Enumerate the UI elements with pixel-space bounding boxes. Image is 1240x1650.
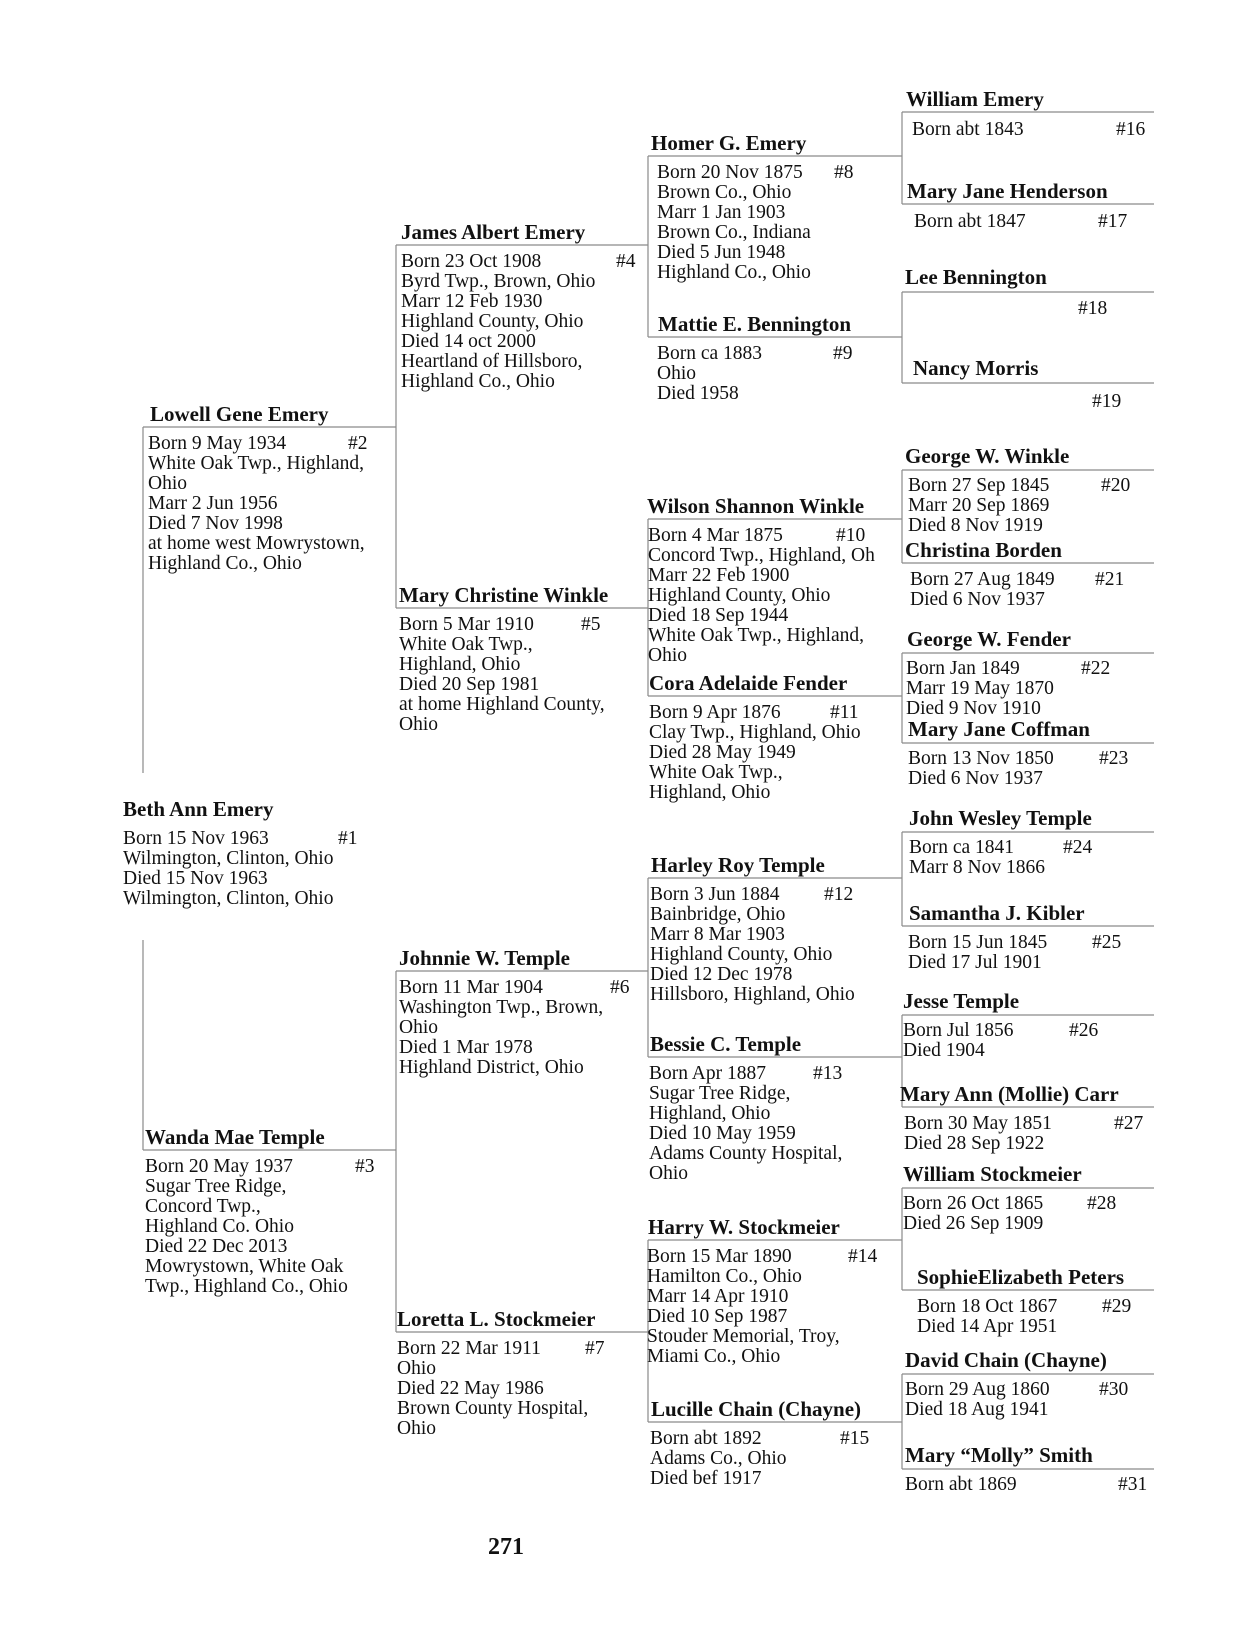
person-name: Mary “Molly” Smith [905,1443,1093,1467]
person-details [397,1338,605,1439]
person-number: #27 [1114,1113,1144,1134]
detail-line: Highland County, Ohio [650,944,833,965]
person-details [908,932,1122,973]
detail-line: Highland Co., Ohio [657,262,811,283]
person-number: #6 [610,977,630,998]
detail-line: Died 12 Dec 1978 [650,964,793,985]
person-details [649,1064,842,1184]
person-number: #23 [1099,748,1129,769]
detail-line: Ohio [648,645,687,666]
person-details [908,748,1129,789]
detail-line: Born abt 1892 [650,1428,762,1449]
person-30 [905,1348,1129,1420]
person-name: Mary Jane Henderson [907,179,1108,203]
detail-line: Died 14 Apr 1951 [917,1316,1058,1337]
person-19 [913,356,1122,412]
person-details [657,162,854,283]
person-name: Lowell Gene Emery [150,402,329,426]
person-details [903,1193,1117,1234]
person-details [401,251,636,392]
person-number: #15 [840,1428,870,1449]
detail-line: Died 7 Nov 1998 [148,513,283,534]
person-6 [399,946,630,1078]
detail-line: Ohio [397,1358,436,1379]
person-26 [903,989,1099,1061]
person-details [904,1113,1144,1154]
detail-line: Born Jan 1849 [906,658,1020,679]
detail-line: Highland District, Ohio [399,1057,584,1078]
person-25 [908,901,1122,973]
person-1 [123,797,358,909]
person-name: Wanda Mae Temple [145,1125,325,1149]
person-number: #21 [1095,569,1125,590]
person-number: #9 [833,343,853,364]
person-13 [650,1032,842,1184]
detail-line: Born abt 1847 [914,211,1026,232]
person-details [909,838,1092,878]
person-name: William Emery [906,87,1044,111]
person-number: #2 [348,433,368,454]
person-name: John Wesley Temple [909,806,1092,830]
detail-line: Born Jul 1856 [903,1020,1014,1041]
person-name: Bessie C. Temple [650,1032,802,1056]
detail-line: Born 13 Nov 1850 [908,748,1054,769]
detail-line: Born ca 1841 [909,837,1015,858]
person-12 [651,853,855,1005]
person-number: #13 [813,1063,843,1084]
person-number: #1 [338,828,358,849]
detail-line: Ohio [399,714,438,735]
person-number: #12 [824,884,854,905]
detail-line: Died 9 Nov 1910 [906,698,1041,719]
detail-line: Sugar Tree Ridge, [649,1083,791,1104]
person-details [905,1474,1148,1495]
person-number: #29 [1102,1296,1132,1317]
person-8 [651,131,854,283]
person-2 [148,402,368,574]
detail-line: Concord Twp., Highland, Oh [648,545,875,566]
detail-line: Marr 19 May 1870 [906,678,1054,699]
detail-line: Born 11 Mar 1904 [399,977,543,998]
person-31 [905,1443,1148,1495]
person-number: #5 [581,614,601,635]
detail-line: Highland, Ohio [649,782,771,803]
person-details [908,475,1131,536]
detail-line: Ohio [397,1418,436,1439]
person-name: Wilson Shannon Winkle [647,494,865,518]
person-21 [905,538,1125,610]
person-name: Samantha J. Kibler [909,901,1085,925]
detail-line: Mowrystown, White Oak [145,1256,344,1277]
person-number: #22 [1081,658,1111,679]
person-22 [906,627,1111,719]
person-name: Harley Roy Temple [651,853,825,877]
person-number: #18 [1078,298,1108,319]
detail-line: Bainbridge, Ohio [650,904,786,925]
person-name: George W. Fender [907,627,1071,651]
person-number: #4 [616,251,636,272]
detail-line: Died 6 Nov 1937 [908,768,1043,789]
detail-line: Died 22 Dec 2013 [145,1236,288,1257]
person-name: Mattie E. Bennington [658,312,852,336]
person-details [657,344,851,404]
person-name: Johnnie W. Temple [399,946,570,970]
detail-line: Stouder Memorial, Troy, [647,1326,840,1347]
detail-line: Born 20 Nov 1875 [657,162,803,183]
person-number: #30 [1099,1379,1129,1400]
detail-line: Highland Co. Ohio [145,1216,294,1237]
detail-line: Died 22 May 1986 [397,1378,544,1399]
person-number: #19 [1092,391,1122,412]
detail-line: Wilmington, Clinton, Ohio [123,848,334,869]
person-number: #31 [1118,1474,1148,1495]
detail-line: Ohio [148,473,187,494]
detail-line: Died 28 May 1949 [649,742,796,763]
detail-line: Clay Twp., Highland, Ohio [649,722,861,743]
detail-line: Ohio [657,363,696,384]
detail-line: Born 9 Apr 1876 [649,702,781,723]
detail-line: Highland, Ohio [649,1103,771,1124]
person-number: #16 [1116,119,1146,140]
person-name: David Chain (Chayne) [905,1348,1107,1372]
person-number: #8 [834,162,854,183]
detail-line: Hamilton Co., Ohio [647,1266,802,1287]
detail-line: Born 27 Aug 1849 [910,569,1055,590]
person-details [148,433,368,574]
detail-line: Highland Co., Ohio [148,553,302,574]
detail-line: Died 8 Nov 1919 [908,515,1043,536]
person-name: Jesse Temple [903,989,1020,1013]
detail-line: White Oak Twp., Highland, [648,625,864,646]
detail-line: Born 23 Oct 1908 [401,251,542,272]
detail-line: Died bef 1917 [650,1468,762,1489]
person-number: #26 [1069,1020,1099,1041]
person-name: Mary Jane Coffman [908,717,1090,741]
person-23 [908,717,1129,789]
detail-line: Brown Co., Ohio [657,182,792,203]
person-name: SophieElizabeth Peters [917,1265,1125,1289]
detail-line: Died 10 Sep 1987 [647,1306,788,1327]
person-details [914,211,1128,232]
person-details [906,658,1111,719]
person-15 [650,1397,870,1489]
person-name: Lucille Chain (Chayne) [651,1397,862,1421]
detail-line: Marr 8 Nov 1866 [909,857,1045,878]
person-29 [917,1265,1132,1337]
person-details [650,1428,870,1489]
person-details [910,569,1125,610]
detail-line: Born 9 May 1934 [148,433,287,454]
detail-line: Died 6 Nov 1937 [910,589,1045,610]
person-details [650,885,855,1005]
person-name: Christina Borden [905,538,1062,562]
detail-line: Sugar Tree Ridge, [145,1176,287,1197]
detail-line: Highland County, Ohio [401,311,584,332]
detail-line: Byrd Twp., Brown, Ohio [401,271,596,292]
person-number: #20 [1101,475,1131,496]
person-number: #10 [836,525,866,546]
person-18 [905,265,1108,319]
detail-line: Adams Co., Ohio [650,1448,787,1469]
detail-line: Died 10 May 1959 [649,1123,796,1144]
person-number: #25 [1092,932,1122,953]
person-number: #28 [1087,1193,1117,1214]
detail-line: Died 15 Nov 1963 [123,868,268,889]
detail-line: Born 20 May 1937 [145,1156,293,1177]
detail-line: Hillsboro, Highland, Ohio [650,984,855,1005]
person-details [905,1379,1129,1420]
detail-line: Highland Co., Ohio [401,371,555,392]
person-name: Beth Ann Emery [123,797,274,821]
person-details [912,119,1146,140]
detail-line: Marr 14 Apr 1910 [647,1286,789,1307]
person-16 [906,87,1146,140]
detail-line: Died 5 Jun 1948 [657,242,786,263]
person-number: #17 [1098,211,1128,232]
detail-line: Died 1 Mar 1978 [399,1037,533,1058]
page-number: 271 [488,1534,524,1560]
person-name: Mary Christine Winkle [399,583,609,607]
detail-line: Died 17 Jul 1901 [908,952,1042,973]
detail-line: Born 15 Mar 1890 [647,1246,792,1267]
person-14 [647,1215,878,1367]
detail-line: Marr 1 Jan 1903 [657,202,786,223]
detail-line: Highland, Ohio [399,654,521,675]
detail-line: Born 27 Sep 1845 [908,475,1050,496]
person-name: Loretta L. Stockmeier [397,1307,596,1331]
detail-line: Highland County, Ohio [648,585,831,606]
detail-line: Washington Twp., Brown, [399,997,604,1018]
person-details [647,1246,878,1367]
person-details [903,1020,1099,1061]
detail-line: Died 18 Sep 1944 [648,605,789,626]
person-name: Nancy Morris [913,356,1039,380]
person-11 [649,671,861,803]
detail-line: Born abt 1843 [912,119,1024,140]
detail-line: Born 29 Aug 1860 [905,1379,1050,1400]
person-name: George W. Winkle [905,444,1070,468]
detail-line: Brown Co., Indiana [657,222,811,243]
person-28 [903,1162,1117,1234]
detail-line: Brown County Hospital, [397,1398,589,1419]
detail-line: Heartland of Hillsboro, [401,351,583,372]
person-number: #11 [830,702,859,723]
person-3 [145,1125,375,1297]
person-details [648,526,875,666]
person-27 [900,1082,1144,1154]
detail-line: Died 14 oct 2000 [401,331,536,352]
detail-line: Marr 12 Feb 1930 [401,291,543,312]
detail-line: at home Highland County, [399,694,605,715]
detail-line: at home west Mowrystown, [148,533,365,554]
person-number: #24 [1063,837,1093,858]
detail-line: Ohio [399,1017,438,1038]
detail-line: Died 26 Sep 1909 [903,1213,1044,1234]
detail-line: Marr 2 Jun 1956 [148,493,278,514]
detail-line: Marr 20 Sep 1869 [908,495,1050,516]
detail-line: White Oak Twp., [399,634,533,655]
person-17 [907,179,1128,232]
detail-line: Born 18 Oct 1867 [917,1296,1058,1317]
detail-line: Twp., Highland Co., Ohio [145,1276,348,1297]
detail-line: Born 30 May 1851 [904,1113,1052,1134]
detail-line: Born 15 Nov 1963 [123,828,269,849]
person-details [399,977,630,1078]
person-9 [658,312,851,404]
person-24 [909,806,1092,878]
person-details [399,615,608,735]
detail-line: Born 26 Oct 1865 [903,1193,1044,1214]
person-name: Harry W. Stockmeier [648,1215,840,1239]
person-details [917,1296,1132,1337]
person-name: William Stockmeier [903,1162,1082,1186]
detail-line: Born 3 Jun 1884 [650,884,780,905]
detail-line: Born 4 Mar 1875 [648,525,783,546]
detail-line: White Oak Twp., Highland, [148,453,364,474]
detail-line: Wilmington, Clinton, Ohio [123,888,334,909]
detail-line: Born 5 Mar 1910 [399,614,534,635]
detail-line: Died 20 Sep 1981 [399,674,540,695]
person-number: #14 [848,1246,878,1267]
person-name: Lee Bennington [905,265,1047,289]
detail-line: Born 22 Mar 1911 [397,1338,541,1359]
detail-line: Born 15 Jun 1845 [908,932,1048,953]
person-10 [647,494,875,666]
person-name: Mary Ann (Mollie) Carr [900,1082,1119,1106]
person-name: Cora Adelaide Fender [649,671,848,695]
person-20 [905,444,1131,536]
person-details [649,703,861,803]
detail-line: Died 1958 [657,383,739,404]
person-number: #3 [355,1156,375,1177]
person-name: James Albert Emery [401,220,586,244]
detail-line: Miami Co., Ohio [647,1346,781,1367]
person-7 [397,1307,605,1439]
detail-line: Born ca 1883 [657,343,763,364]
person-5 [399,583,608,735]
detail-line: Born Apr 1887 [649,1063,766,1084]
detail-line: Adams County Hospital, [649,1143,843,1164]
detail-line: Born abt 1869 [905,1474,1017,1495]
person-details [123,828,358,909]
detail-line: Concord Twp., [145,1196,261,1217]
person-4 [401,220,636,392]
person-name: Homer G. Emery [651,131,807,155]
detail-line: Died 28 Sep 1922 [904,1133,1045,1154]
detail-line: White Oak Twp., [649,762,783,783]
detail-line: Marr 8 Mar 1903 [650,924,785,945]
detail-line: Marr 22 Feb 1900 [648,565,790,586]
person-details [145,1156,375,1297]
detail-line: Ohio [649,1163,688,1184]
detail-line: Died 18 Aug 1941 [905,1399,1049,1420]
person-number: #7 [585,1338,605,1359]
detail-line: Died 1904 [903,1040,985,1061]
